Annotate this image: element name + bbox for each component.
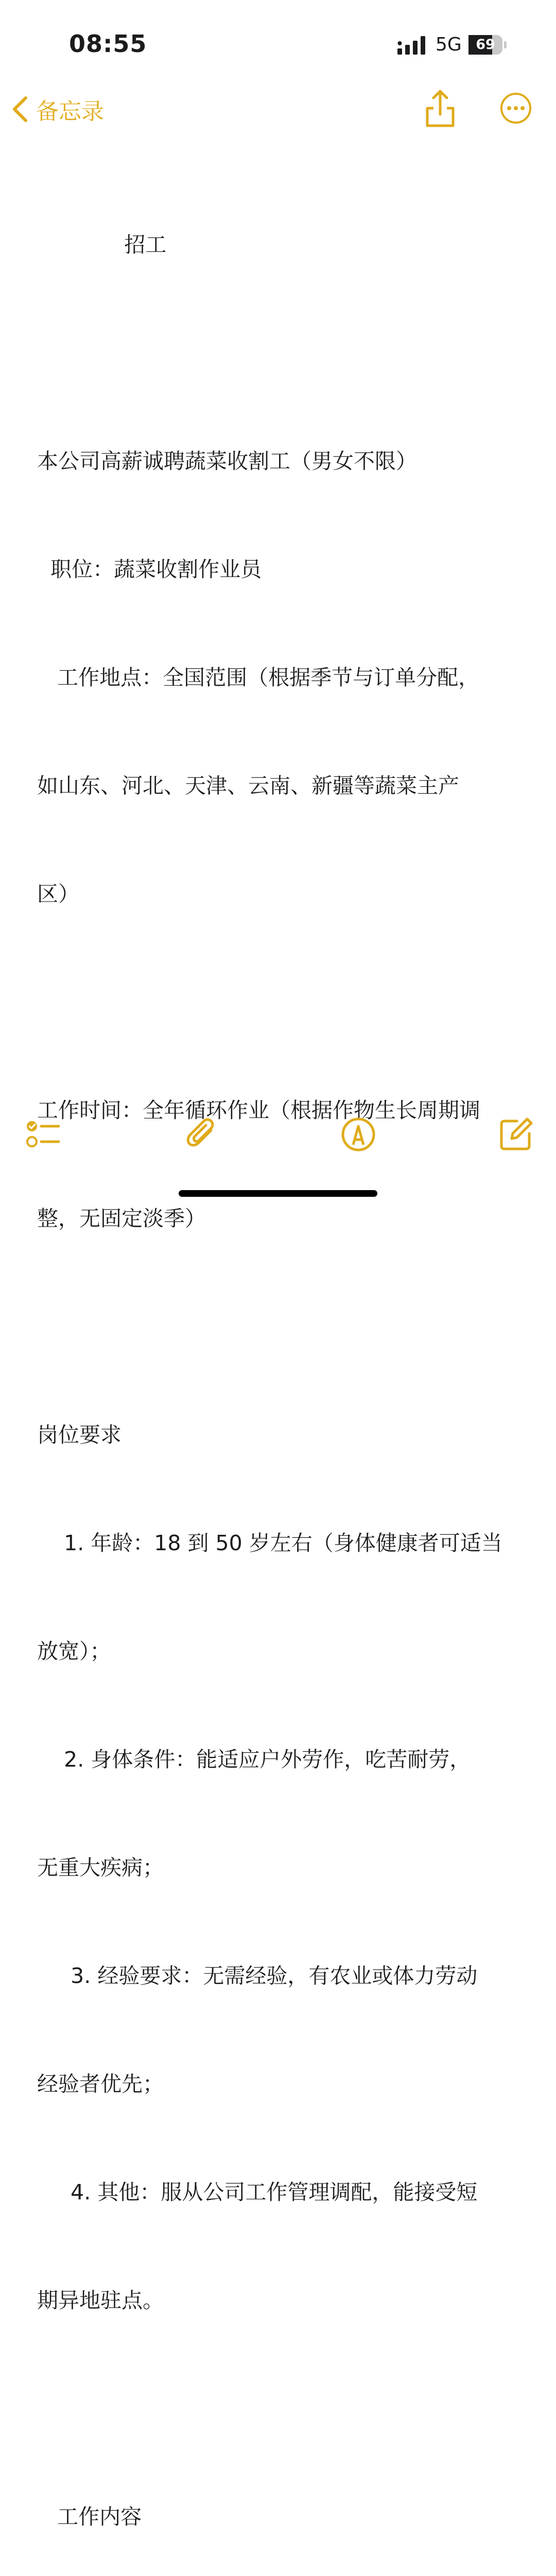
note-line: 岗位要求 bbox=[37, 1422, 121, 1447]
back-button[interactable] bbox=[11, 93, 104, 126]
note-line: 本公司高薪诚聘蔬菜收割工（男女不限） bbox=[37, 449, 417, 473]
paperclip-icon[interactable] bbox=[183, 1116, 220, 1153]
battery-level: 69 bbox=[476, 37, 495, 53]
note-line: 工作地点：全国范围（根据季节与订单分配， bbox=[37, 665, 480, 690]
note-line: 如山东、河北、天津、云南、新疆等蔬菜主产 bbox=[37, 773, 459, 798]
note-line bbox=[37, 1309, 526, 1345]
note-line: 工作时间：全年循环作业（根据作物生长周期调 bbox=[37, 1098, 480, 1123]
back-label: 备忘录 bbox=[36, 98, 104, 125]
note-line: 1. 年龄：18 到 50 岁左右（身体健康者可适当 bbox=[37, 1531, 502, 1555]
note-line bbox=[37, 2391, 526, 2427]
checklist-icon[interactable] bbox=[25, 1116, 62, 1153]
note-body[interactable] bbox=[37, 155, 526, 2576]
share-icon[interactable] bbox=[423, 89, 457, 128]
note-line: 4. 其他：服从公司工作管理调配，能接受短 bbox=[37, 2180, 478, 2205]
pen-markup-icon[interactable] bbox=[340, 1116, 377, 1153]
note-line: 期异地驻点。 bbox=[37, 2288, 164, 2313]
nav-bar bbox=[0, 82, 556, 134]
compose-icon[interactable] bbox=[497, 1116, 534, 1153]
note-line: 招工 bbox=[37, 232, 167, 257]
status-time: 08:55 bbox=[69, 30, 147, 58]
note-line: 3. 经验要求：无需经验，有农业或体力劳动 bbox=[37, 1963, 478, 1988]
status-bar bbox=[0, 0, 556, 77]
note-line bbox=[37, 984, 526, 1020]
note-line: 工作内容 bbox=[37, 2504, 142, 2529]
network-type: 5G bbox=[436, 34, 462, 55]
note-line: 无重大疾病； bbox=[37, 1855, 164, 1880]
note-line: 职位：蔬菜收割作业员 bbox=[37, 557, 262, 582]
note-line: 放宽）； bbox=[37, 1639, 111, 1664]
note-line bbox=[37, 335, 526, 371]
bottom-toolbar bbox=[0, 1108, 556, 1159]
note-line: 区） bbox=[37, 882, 79, 906]
chevron-left-icon bbox=[11, 96, 29, 123]
battery-icon bbox=[468, 35, 508, 55]
cellular-signal-icon bbox=[397, 36, 426, 55]
note-line: 整，无固定淡季） bbox=[37, 1206, 206, 1231]
note-line: 2. 身体条件：能适应户外劳作，吃苦耐劳， bbox=[37, 1747, 471, 1772]
more-icon[interactable] bbox=[499, 92, 532, 125]
note-line: 经验者优先； bbox=[37, 2072, 164, 2096]
home-indicator bbox=[179, 1190, 377, 1197]
